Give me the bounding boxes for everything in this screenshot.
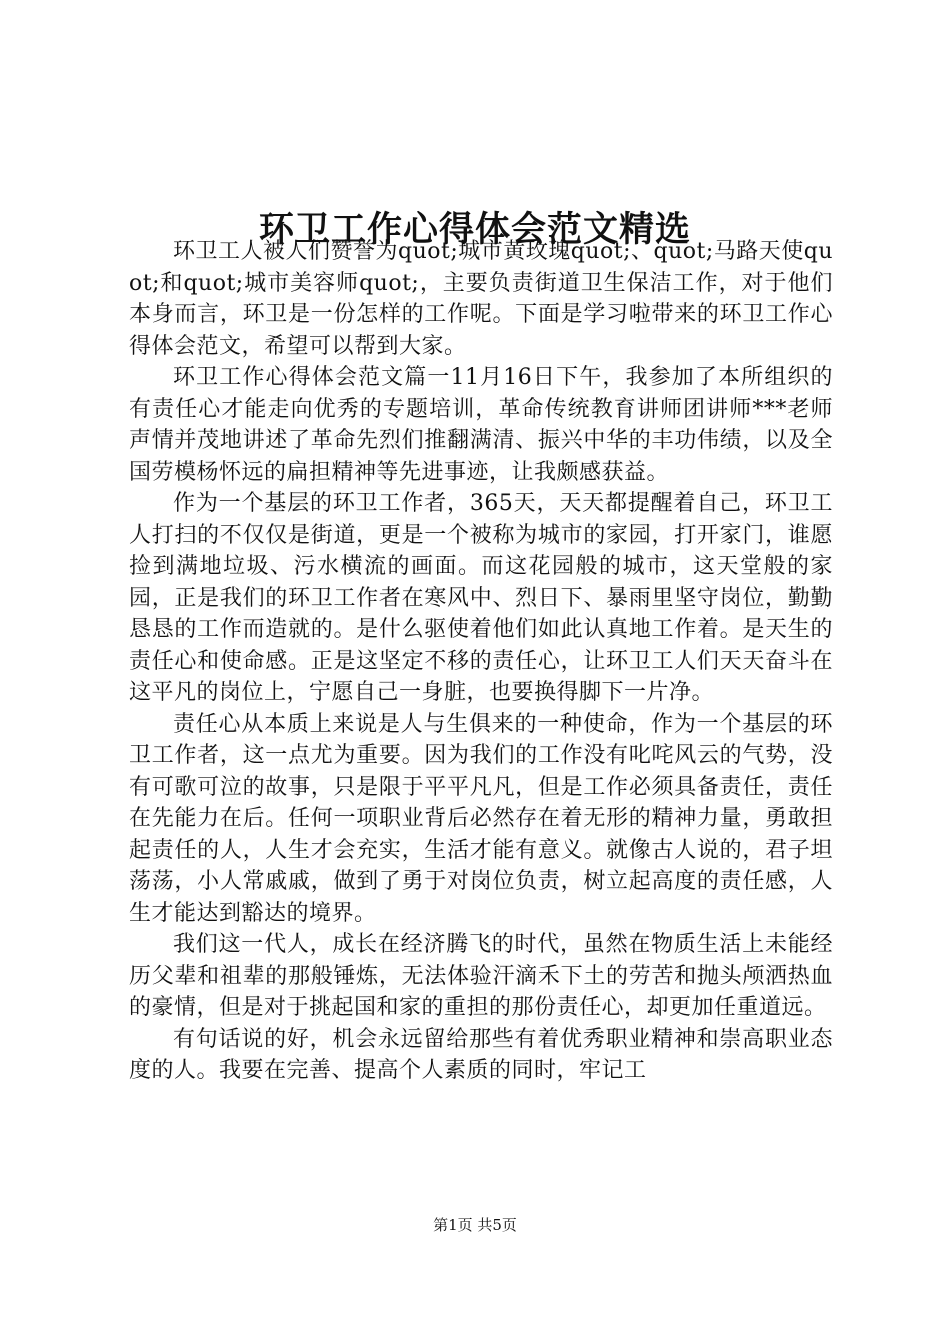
document-body: [129, 236, 833, 1087]
page-number-footer: 第1页 共5页: [433, 1216, 517, 1234]
paragraph-generation: 我们这一代人，成长在经济腾飞的时代，虽然在物质生活上未能经历父辈和祖辈的那般锤炼，无法体验汗滴禾下土的劳苦和抛头颅洒热血的豪情，但是对于挑起国和家的重担的那份责任心，却更加任重道远。: [129, 932, 833, 1020]
paragraph-intro: 环卫工人被人们赞誉为quot;城市黄玫瑰quot;、quot;马路天使quot;和quot;城市美容师quot;，主要负责街道卫生保洁工作，对于他们本身而言，环卫是一份怎样的工作呢。下面是学习啦带来的环卫工作心得体会范文，希望可以帮到大家。: [129, 239, 834, 359]
paragraph-opportunity: 有句话说的好，机会永远留给那些有着优秀职业精神和崇高职业态度的人。我要在完善、提高个人素质的同时，牢记工: [129, 1026, 833, 1083]
document-title: 环卫工作心得体会范文精选: [258, 209, 691, 251]
paragraph-365-days: 作为一个基层的环卫工作者，365天，天天都提醒着自己，环卫工人打扫的不仅仅是街道，更是一个被称为城市的家园，打开家门，谁愿捡到满地垃圾、污水横流的画面。而这花园般的城市，这天堂般的家园，正是我们的环卫工作者在寒风中、烈日下、暴雨里坚守岗位，勤勤恳恳的工作而造就的。是什么驱使着他们如此认真地工作着。是天生的责任心和使命感。正是这坚定不移的责任心，让环卫工人们天天奋斗在这平凡的岗位上，宁愿自己一身脏，也要换得脚下一片净。: [129, 491, 833, 705]
paragraph-responsibility: 责任心从本质上来说是人与生俱来的一种使命，作为一个基层的环卫工作者，这一点尤为重要。因为我们的工作没有叱咤风云的气势，没有可歌可泣的故事，只是限于平平凡凡，但是工作必须具备责任，责任在先能力在后。任何一项职业背后必然存在着无形的精神力量，勇敢担起责任的人，人生才会充实，生活才能有意义。就像古人说的，君子坦荡荡，小人常戚戚，做到了勇于对岗位负责，树立起高度的责任感，人生才能达到豁达的境界。: [129, 711, 833, 926]
paragraph-essay-one: 环卫工作心得体会范文篇一11月16日下午，我参加了本所组织的有责任心才能走向优秀的专题培训，革命传统教育讲师团讲师***老师声情并茂地讲述了革命先烈们推翻满清、振兴中华的丰功伟绩，以及全国劳模杨怀远的扁担精神等先进事迹，让我颇感获益。: [129, 365, 833, 485]
